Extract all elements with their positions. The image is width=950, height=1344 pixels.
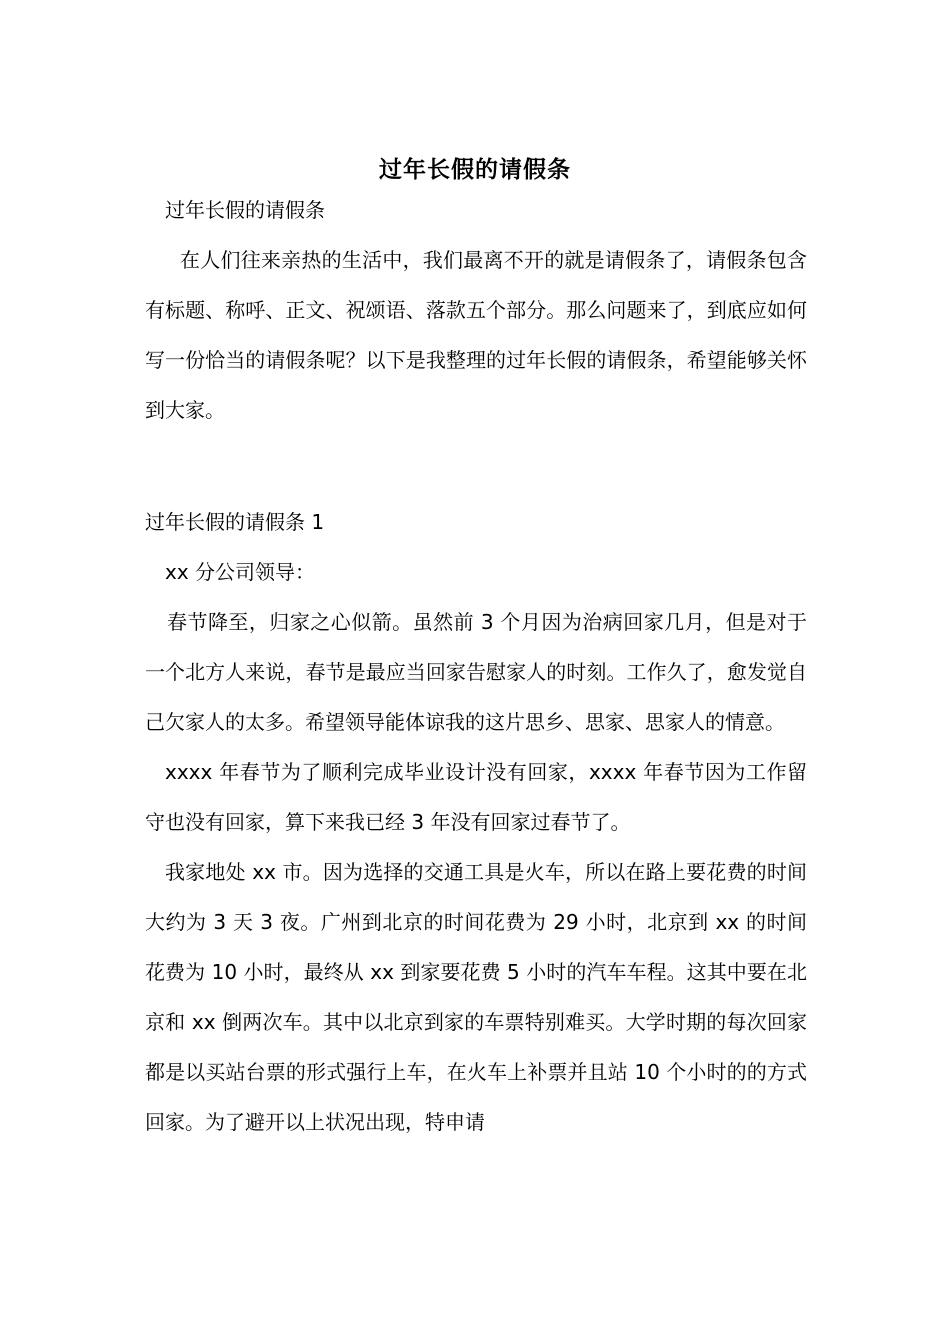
body-paragraph-2: xxxx 年春节为了顺利完成毕业设计没有回家，xxxx 年春节因为工作留守也没有回家，算下来我已经 3 年没有回家过春节了。 (145, 760, 807, 834)
document-body-intro (145, 185, 807, 435)
body-paragraph-1: 春节降至，归家之心似箭。虽然前 3 个月因为治病回家几月，但是对于一个北方人来说，春节是最应当回家告慰家人的时刻。工作久了，愈发觉自己欠家人的太多。希望领导能体谅我的这片思乡、思家、思家人的情意。 (145, 610, 807, 734)
salutation: xx 分公司领导： (165, 560, 316, 584)
section-heading: 过年长假的请假条 1 (145, 510, 325, 534)
subtitle-line: 过年长假的请假条 (165, 198, 325, 222)
body-paragraph-3: 我家地处 xx 市。因为选择的交通工具是火车，所以在路上要花费的时间大约为 3 天 3 夜。广州到北京的时间花费为 29 小时，北京到 xx 的时间花费为 10 小时，最终从 xx 到家要花费 5 小时的汽车车程。这其中要在北京和 xx 倒两次车。其中以北京到家的车票特别难买。大学时期的每次回家都是以买站台票的形式强行上车，在火车上补票并且站 10 个小时的的方式回家。为了避开以上状况出现，特申请 (145, 860, 807, 1134)
document-body-section1 (145, 497, 807, 1147)
document-title: 过年长假的请假条 (379, 157, 571, 183)
intro-paragraph: 在人们往来亲热的生活中，我们最离不开的就是请假条了，请假条包含有标题、称呼、正文、祝颂语、落款五个部分。那么问题来了，到底应如何写一份恰当的请假条呢？以下是我整理的过年长假的请假条，希望能够关怀到大家。 (145, 248, 807, 422)
